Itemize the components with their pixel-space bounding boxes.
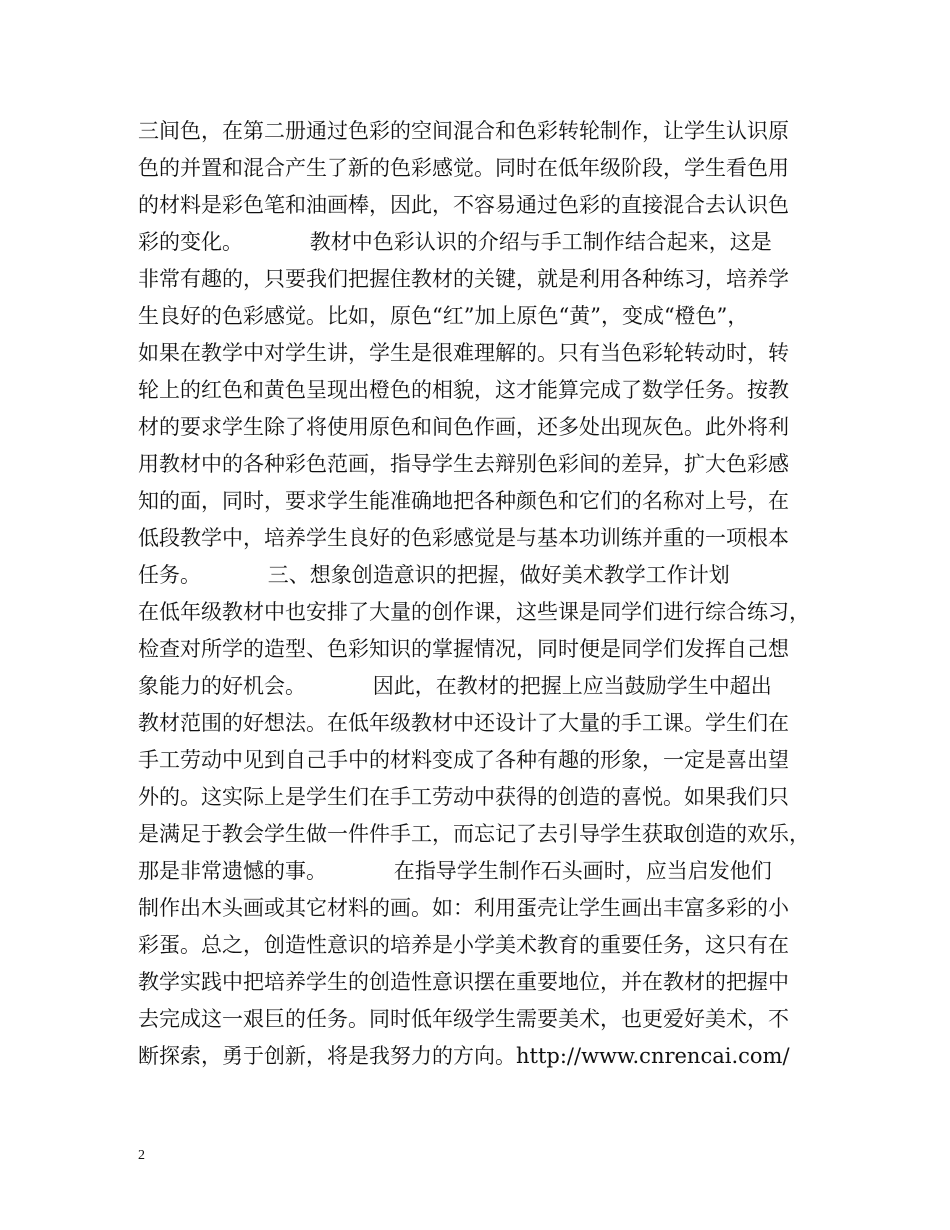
text-line: 用教材中的各种彩色范画，指导学生去辩别色彩间的差异，扩大色彩感 bbox=[138, 452, 789, 476]
text-line: 的材料是彩色笔和油画棒，因此，不容易通过色彩的直接混合去认识色 bbox=[138, 193, 789, 217]
text-line: 去完成这一艰巨的任务。同时低年级学生需要美术，也更爱好美术，不 bbox=[138, 1007, 789, 1031]
text-line: 彩蛋。总之，创造性意识的培养是小学美术教育的重要任务，这只有在 bbox=[138, 933, 789, 957]
text-line: 教学实践中把培养学生的创造性意识摆在重要地位，并在教材的把握中 bbox=[138, 970, 789, 994]
text-line: 外的。这实际上是学生们在手工劳动中获得的创造的喜悦。如果我们只 bbox=[138, 785, 789, 809]
text-line: 低段教学中，培养学生良好的色彩感觉是与基本功训练并重的一项根本 bbox=[138, 526, 789, 550]
text-line: 材的要求学生除了将使用原色和间色作画，还多处出现灰色。此外将利 bbox=[138, 415, 789, 439]
text-line: 色的并置和混合产生了新的色彩感觉。同时在低年级阶段，学生看色用 bbox=[138, 156, 789, 180]
text-line: 轮上的红色和黄色呈现出橙色的相貌，这才能算完成了数学任务。按教 bbox=[138, 378, 789, 402]
text-line: 三间色，在第二册通过色彩的空间混合和色彩转轮制作，让学生认识原 bbox=[138, 119, 789, 143]
text-line: 是满足于教会学生做一件件手工，而忘记了去引导学生获取创造的欢乐， bbox=[138, 822, 810, 846]
text-line: 手工劳动中见到自己手中的材料变成了各种有趣的形象，一定是喜出望 bbox=[138, 748, 789, 772]
text-line: 如果在教学中对学生讲，学生是很难理解的。只有当色彩轮转动时，转 bbox=[138, 341, 789, 365]
text-line: 断探索，勇于创新，将是我努力的方向。http://www.cnrencai.com/ bbox=[138, 1044, 790, 1068]
text-line: 制作出木头画或其它材料的画。如：利用蛋壳让学生画出丰富多彩的小 bbox=[138, 896, 789, 920]
text-line: 生良好的色彩感觉。比如，原色“红”加上原色“黄”，变成“橙色”， bbox=[138, 304, 749, 328]
text-line: 那是非常遗憾的事。 在指导学生制作石头画时，应当启发他们 bbox=[138, 859, 772, 883]
text-line: 任务。 三、想象创造意识的把握，做好美术教学工作计划 bbox=[138, 563, 730, 587]
text-line: 彩的变化。 教材中色彩认识的介绍与手工制作结合起来，这是 bbox=[138, 230, 772, 254]
text-line: 检查对所学的造型、色彩知识的掌握情况，同时便是同学们发挥自己想 bbox=[138, 637, 789, 661]
body-text bbox=[138, 113, 828, 1075]
text-line: 象能力的好机会。 因此，在教材的把握上应当鼓励学生中超出 bbox=[138, 674, 772, 698]
text-line: 在低年级教材中也安排了大量的创作课，这些课是同学们进行综合练习， bbox=[138, 600, 810, 624]
text-line: 知的面，同时，要求学生能准确地把各种颜色和它们的名称对上号，在 bbox=[138, 489, 789, 513]
text-line: 教材范围的好想法。在低年级教材中还设计了大量的手工课。学生们在 bbox=[138, 711, 789, 735]
text-line: 非常有趣的，只要我们把握住教材的关键，就是利用各种练习，培养学 bbox=[138, 267, 789, 291]
page-number: 2 bbox=[138, 1148, 145, 1163]
